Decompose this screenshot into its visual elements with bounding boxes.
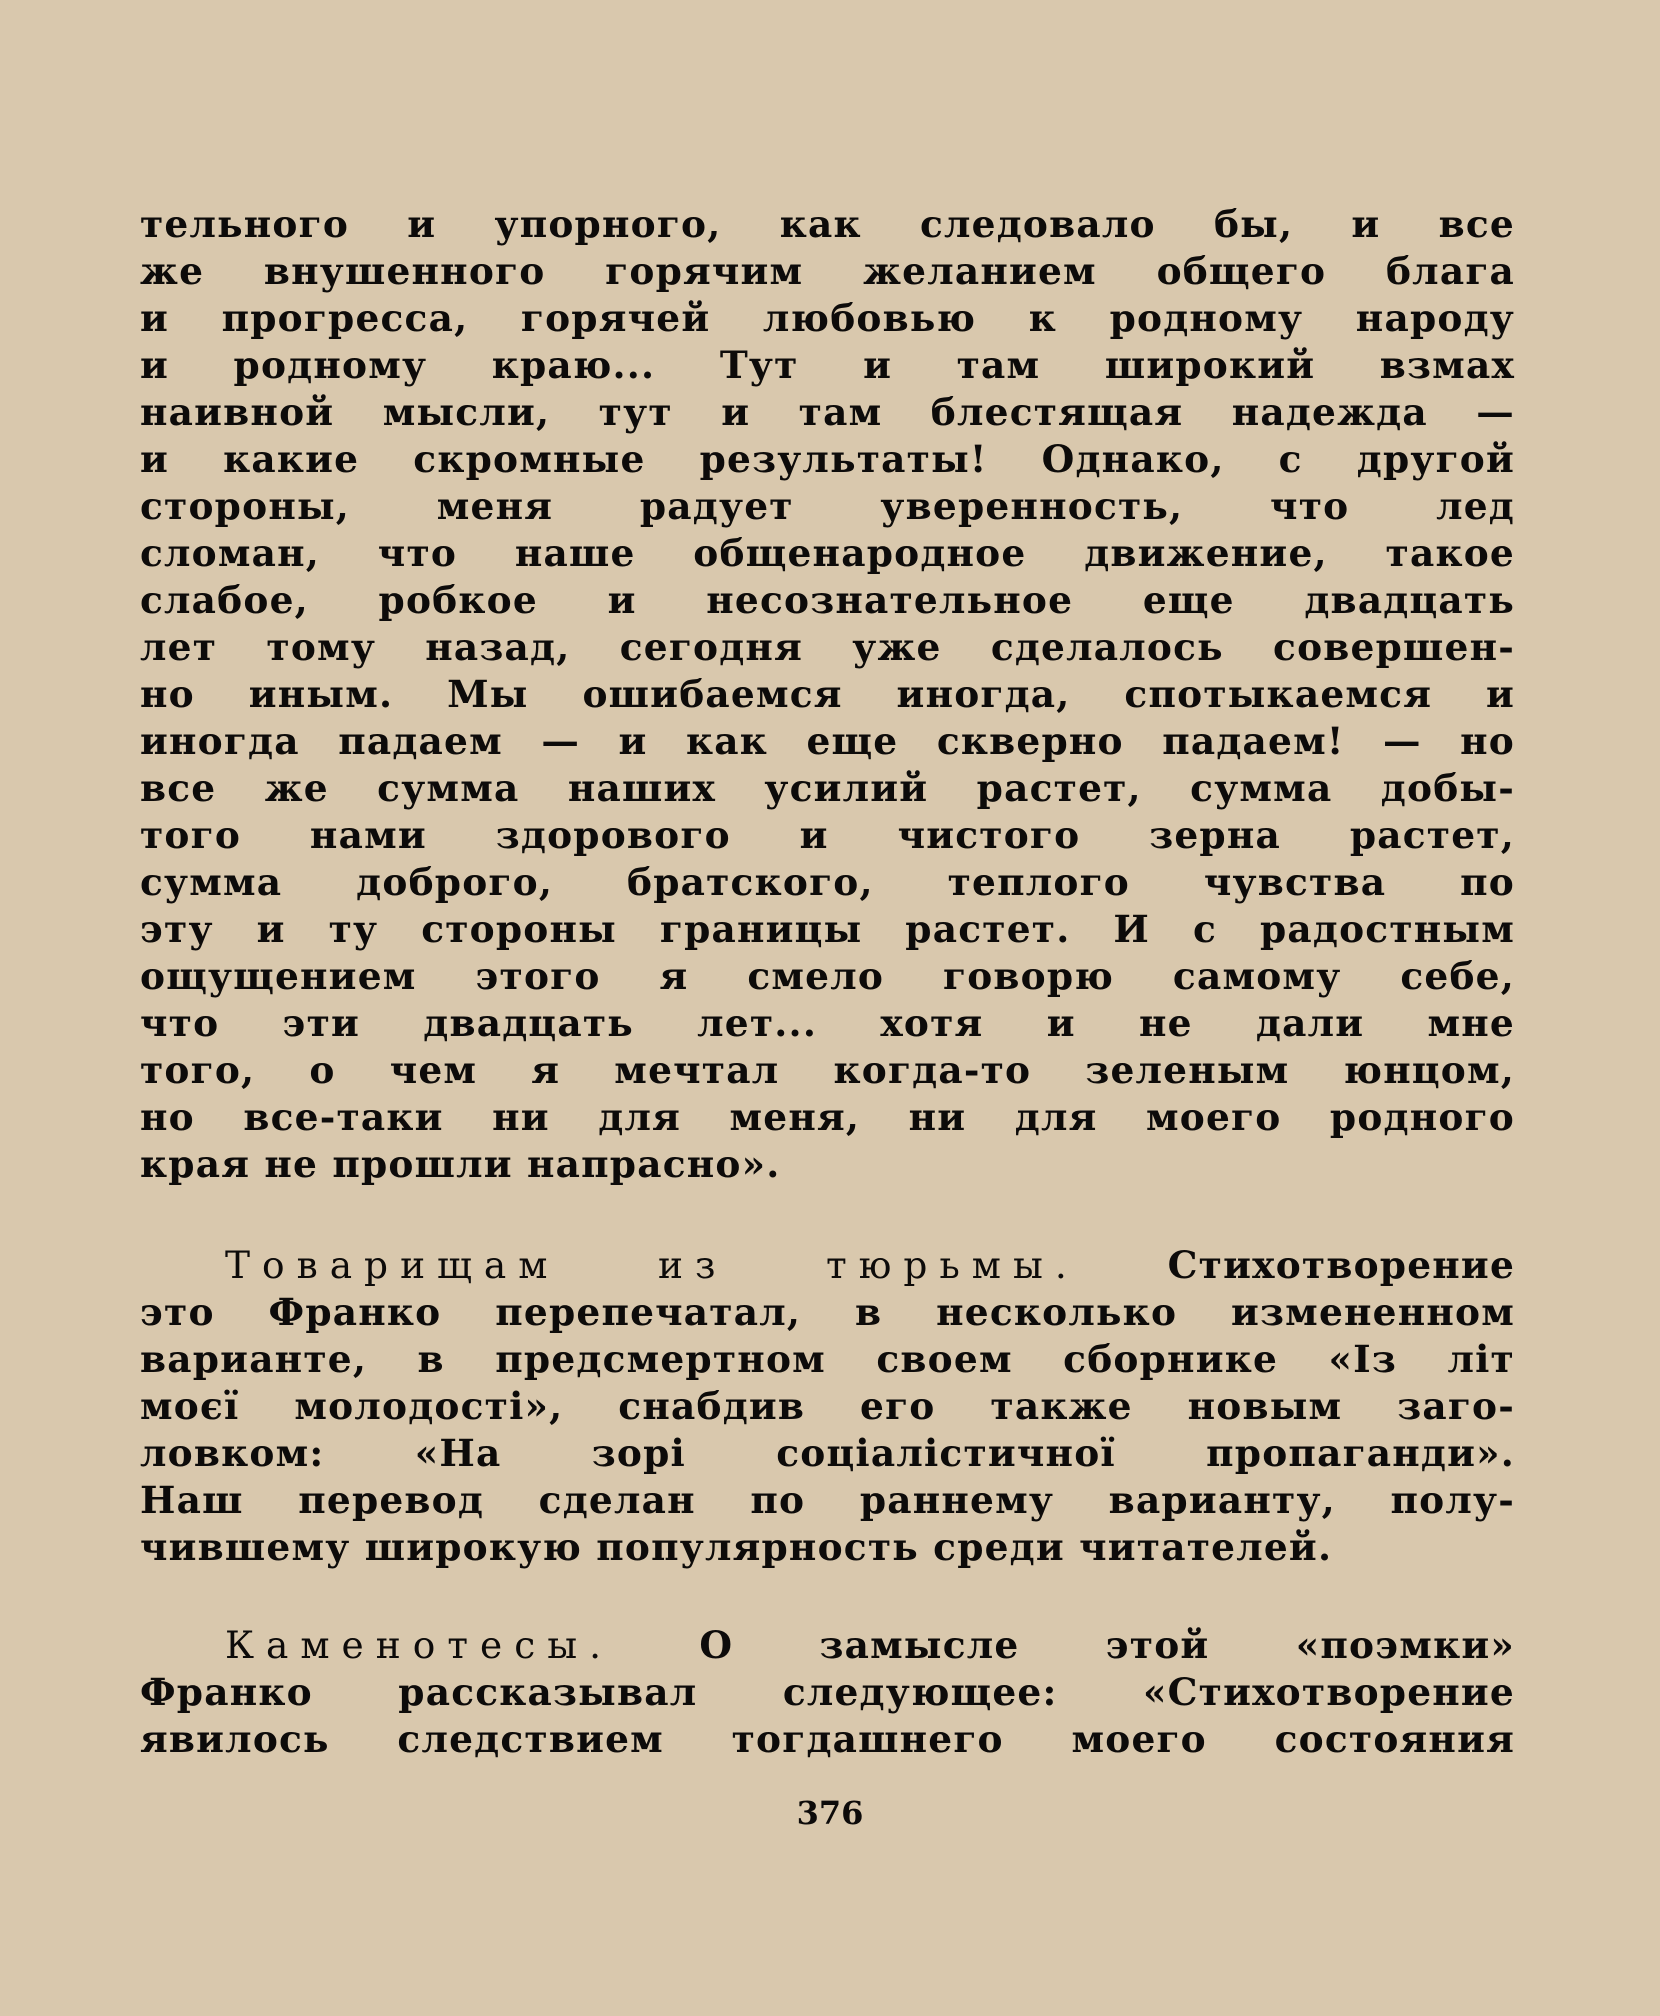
- text-line: лет тому назад, сегодня уже сделалось совершен-: [140, 625, 1515, 669]
- text-line: же внушенного горячим желанием общего блага: [140, 249, 1515, 293]
- text-line: сумма доброго, братского, теплого чувства по: [140, 860, 1515, 904]
- note-text: О замысле этой «поэмки»: [613, 1623, 1515, 1667]
- text-line: иногда падаем — и как еще скверно падаем! — но: [140, 719, 1515, 763]
- note-text: Стихотворение: [1078, 1243, 1516, 1287]
- text-line: и какие скромные результаты! Однако, с другой: [140, 437, 1515, 481]
- text-line: края не прошли напрасно».: [140, 1142, 781, 1186]
- text-line: и родному краю... Тут и там широкий взмах: [140, 343, 1515, 387]
- text-line: но иным. Мы ошибаемся иногда, спотыкаемся и: [140, 672, 1515, 716]
- text-line: это Франко перепечатал, в несколько измененном: [140, 1290, 1515, 1334]
- text-line: чившему широкую популярность среди читателей.: [140, 1525, 1333, 1569]
- text-line: того, о чем я мечтал когда-то зеленым юнцом,: [140, 1048, 1515, 1092]
- text-line: Франко рассказывал следующее: «Стихотворение: [140, 1670, 1515, 1714]
- text-line: [140, 1622, 1515, 1669]
- text-line: но все-таки ни для меня, ни для моего родного: [140, 1095, 1515, 1139]
- text-line: слабое, робкое и несознательное еще двадцать: [140, 578, 1515, 622]
- text-line: стороны, меня радует уверенность, что лед: [140, 484, 1515, 528]
- text-line: ловком: «На зорі соціалістичної пропаганди».: [140, 1431, 1515, 1475]
- text-line: явилось следствием тогдашнего моего состояния: [140, 1717, 1515, 1761]
- text-line: Наш перевод сделан по раннему варианту, полу-: [140, 1478, 1515, 1522]
- text-line: моєї молодості», снабдив его также новым заго-: [140, 1384, 1515, 1428]
- note-heading: Каменотесы.: [225, 1623, 614, 1667]
- text-line: эту и ту стороны границы растет. И с радостным: [140, 907, 1515, 951]
- text-line: [140, 1242, 1515, 1289]
- text-line: наивной мысли, тут и там блестящая надежда —: [140, 390, 1515, 434]
- page-number: 376: [796, 1794, 864, 1832]
- text-line: того нами здорового и чистого зерна растет,: [140, 813, 1515, 857]
- text-line: и прогресса, горячей любовью к родному народу: [140, 296, 1515, 340]
- note-heading: Товарищам из тюрьмы.: [225, 1243, 1079, 1287]
- text-line: варианте, в предсмертном своем сборнике «Із літ: [140, 1337, 1515, 1381]
- text-line: все же сумма наших усилий растет, сумма добы-: [140, 766, 1515, 810]
- text-line: ощущением этого я смело говорю самому себе,: [140, 954, 1515, 998]
- text-line: что эти двадцать лет... хотя и не дали мне: [140, 1001, 1515, 1045]
- text-line: тельного и упорного, как следовало бы, и все: [140, 202, 1515, 246]
- text-line: сломан, что наше общенародное движение, такое: [140, 531, 1515, 575]
